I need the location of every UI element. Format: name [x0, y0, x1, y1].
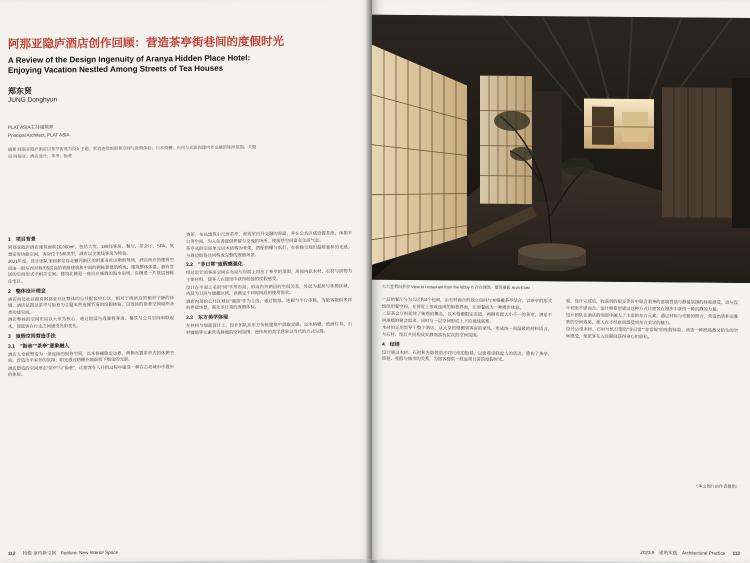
body-paragraph: 香茶，布局建筑小尺度茶亭，营造室内外交融的界面，并在公共区域设置茶座、休憩平台等空间，为入住者提供停留与交流的场所，使街巷空间富有生活气息。 — [186, 230, 352, 244]
section-heading: 3.1 "街巷""茶亭"意象融入 — [8, 342, 70, 350]
body-paragraph: 茶亭式的空间单元以木结构为骨架，搭配格栅与纸灯，在夜晚呈现出温暖柔和的光感，与周边街巷共同构成完整的度假场景。 — [186, 244, 352, 258]
article-title-zh: 阿那亚隐庐酒店创作回顾：营造茶亭街巷间的度假时光 — [8, 36, 284, 51]
right-column-2 — [566, 298, 738, 342]
left-column-2 — [186, 230, 352, 337]
section-label-left: 特辑 室内新空间 Feature: New Interior Space — [22, 549, 119, 556]
section-heading: 3 度假空间营造手法 — [8, 332, 56, 340]
body-paragraph: 设计团队在酒店的细部中融入了丰富的东方元素，通过材料与光影的组合，营造出质朴而雅致的空间效果，使人在不经意间感受到东方美学的魅力。 — [566, 312, 738, 326]
body-paragraph: 2021年度，设计团队来到秦皇岛北戴河新区的阿那亚社区勘察现场，酒店所在的建筑空间由一组东西对称的5层高的铁路建筑和中间的两栋新建筑构成，建筑整体体量，拥有宜居的空间形式不相关空间。建筑北侧是一座近在城墙的海水浴场，东侧是一片低层独栋住宅区。 — [8, 257, 174, 284]
section-heading: 3.2 "非日常"度假感强化 — [186, 261, 243, 269]
photo-credit: （本文图片由作者提供） — [693, 483, 740, 489]
section-heading: 4 结语 — [382, 341, 400, 348]
right-folio — [640, 550, 740, 557]
body-paragraph: 阿那亚隐庐酒店建筑面积16,000m²，包括大堂、180间客房、餐厅、茶会厅、SPA、冥想室等功能空间，客房位于5种类型，酒店以全流线客房为特色。 — [8, 243, 174, 257]
body-paragraph: 一层的餐厅分为公区和4个包间，由石材砌合的独立包间与木格栅茶亭结合，以茶亭的形式组织用餐空间，在视觉上形成连续的街巷界面，让用餐成为一种漫步体验。 — [382, 296, 552, 310]
section-heading: 2 整体设计理念 — [8, 288, 46, 295]
section-heading: 1 项目背景 — [8, 236, 36, 243]
left-page — [0, 0, 372, 563]
section-label-right: 2023.9 建筑实践 Architectural Practice — [640, 550, 726, 556]
body-paragraph: 在材料与细部设计上，设计团队从东方传统建筑中汲取灵感，以木格栅、纸面灯具、石材铺地等元素营造静谧的空间氛围，使传统的美学意象以当代的方式呈现。 — [186, 321, 352, 335]
affiliation-zh: PLAT ASIA主持建筑师 — [8, 124, 54, 130]
right-page — [372, 0, 750, 563]
body-paragraph: 验，设计完成后，收获到的很多评价中隐含着茶的意境营造与静谧氛围的体验感受，这与设计初衷不谋而合。设计师希望通过这种方式让旅客在漫步中获得一种沉静的力量。 — [566, 298, 738, 312]
lobby-photo-illustration — [372, 15, 750, 283]
body-paragraph: 木材的运用贯穿于整个酒店，从大堂的格栅到客房的家具，形成统一而温暖的材料语言，与石材、纸灯共同构成安静而富有层次的空间氛围。 — [382, 325, 552, 338]
body-paragraph: 酒店所处社区拥有阿那亚社区整体的公共配套中心区，相对于海滨边的相对宁静的环境，酒店试图以茶亭与街巷为主题来营造慢节奏的度假体验，以连续的街巷空间组织各类功能空间。 — [8, 294, 174, 315]
body-paragraph: 设计通过木材、石材和光影营造不同尺度的街巷，以街巷串联起人的活动，重构了茶亭、街巷、度假与城市的关系，为旅客提供一段远离日常的度假时光。 — [382, 349, 552, 363]
article-title-en-line1: A Review of the Design Ingenuity of Aranya Hidden Place Hotel: — [8, 53, 251, 65]
left-column-1 — [8, 232, 174, 380]
affiliation-en: Principal Architect, PLAT ASIA — [8, 132, 70, 138]
page-number-left: 112 — [8, 550, 16, 556]
body-paragraph: 设计运用木材、石材与纸灯塑造"非日常""非常规"的度假体验，营造一种既熟悉又陌生的空间感受，使旅客在入住期间获得身心的放松。 — [566, 326, 738, 340]
body-paragraph: 酒店大堂被塑造为一条连续的街巷空间，以木格栅限定边界，两侧布置茶亭式的休憩空间，营造出半室外的氛围；阳光透过格栅在地面投下细密的光影。 — [8, 349, 174, 364]
body-paragraph: 设计在平面上采用"回"字形布局，形成内外两层的空间关系，外层为起居与休憩区域，内层为卫浴与储藏区域，以满足不同时间段的使用需求。 — [186, 282, 352, 297]
body-paragraph: 酒店塑造的空间形态"茶亭"与"街巷"，让旅客在入住的过程中感受一种在古老城市中漫步的体验。 — [8, 363, 174, 378]
interior-photo — [372, 15, 750, 283]
body-paragraph: 经过设计的客房空间在布局与材质上回应了茶亭的氛围，房间内以木材、石材与织物为主要材料，使客人在使用中获得松弛的度假感受。 — [186, 268, 352, 283]
article-title-en-line2: Enjoying Vacation Nestled Among Streets of Tea Houses — [8, 63, 224, 75]
article-title-en — [8, 52, 338, 75]
page-number-right: 113 — [732, 550, 740, 556]
author-name-zh: 郑东贤 — [8, 86, 32, 96]
photo-caption: 大大堂看向茶亭 View to restaurant from the lobby © 存在建筑 · 建筑摄影 Arch-Exist — [382, 283, 530, 291]
body-paragraph: 酒店整体的空间布局以大堂为核心，通过院落与连廊将客房、餐饮与公共空间串联起来，使旅客在行走之间感受光影变化。 — [8, 315, 174, 329]
author-name-en: JUNG Donghyun — [8, 96, 58, 104]
body-paragraph: 二层茶会厅则延续了街巷的概念，以木格栅限定走道，两侧布置大小不一的茶室，满足不同规模的聚会需求，同时与一层空间形成上下的视线联系。 — [382, 310, 552, 324]
section-heading: 3.3 东方美学体现 — [186, 314, 228, 321]
article-abstract: 摘要 阿那亚隐庐酒店以茶亭街巷为设计主题，营造连续的街巷空间与度假体验；以木格栅、石材与光影构建内外交融的场所氛围。关键词 阿那亚；酒店设计；茶亭；街巷 — [8, 144, 257, 159]
left-folio — [8, 550, 118, 557]
author-affiliation — [8, 123, 70, 140]
right-column-1 — [382, 297, 552, 365]
body-paragraph: 酒店内部的公共区域以"漫游"作为主线，通过院落、连廊与平台串联，为旅客提供多样的停留场景，强化非日常的度假体验。 — [186, 297, 352, 311]
